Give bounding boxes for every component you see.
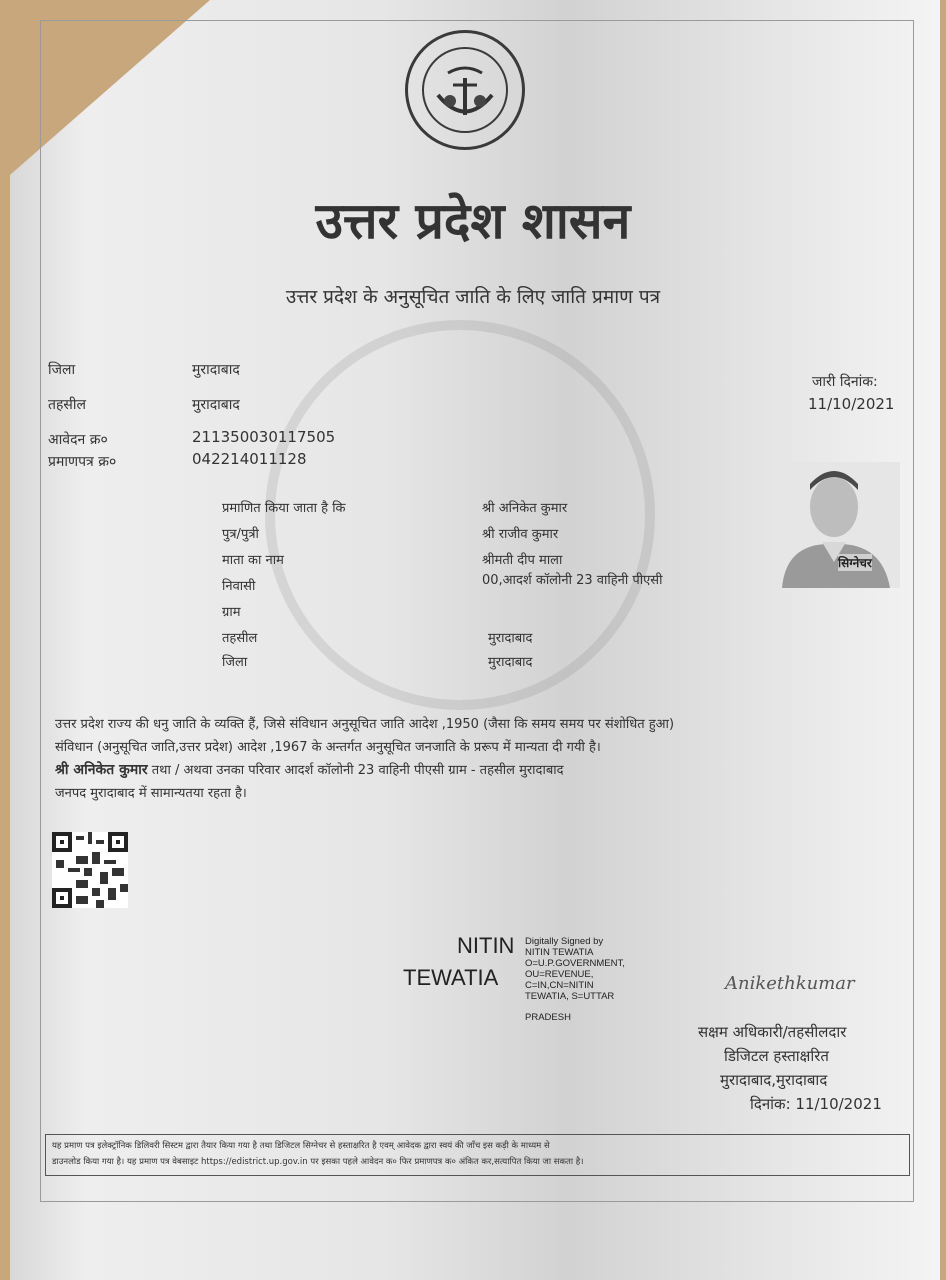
- district-value: मुरादाबाद: [192, 362, 240, 378]
- body-line-1: उत्तर प्रदेश राज्य की धनु जाति के व्यक्ति हैं, जिसे संविधान अनुसूचित जाति आदेश ,1950 (जैसा कि समय समय पर संशोधित हुआ): [55, 717, 675, 732]
- photo-signature-caption: सिग्नेचर: [838, 556, 872, 570]
- footer-line-2: डाउनलोड किया गया है। यह प्रमाण पत्र वेबसाइट https://edistrict.up.gov.in पर इसका पहले आवेदन क० फिर प्रमाणपत्र क० अंकित कर,सत्यापित किया जा सकता है।: [52, 1157, 584, 1167]
- tehsil-label: तहसील: [48, 397, 86, 413]
- certificate-no-label: प्रमाणपत्र क्र०: [48, 454, 117, 470]
- authority-location: मुरादाबाद,मुरादाबाद: [720, 1071, 828, 1089]
- applicant-photo: [772, 462, 900, 588]
- certified-label: प्रमाणित किया जाता है कि: [222, 501, 346, 516]
- mother-name: श्रीमती दीप माला: [482, 553, 563, 568]
- district2-label: जिला: [222, 655, 248, 670]
- qr-code: [52, 832, 128, 908]
- body-line-2: संविधान (अनुसूचित जाति,उत्तर प्रदेश) आदेश ,1967 के अन्तर्गत अनुसूचित जनजाति के प्ररूप में मान्यता दी गयी है।: [55, 740, 601, 755]
- resident-label: निवासी: [222, 579, 256, 594]
- sig-detail-1: Digitally Signed by: [525, 936, 604, 947]
- sig-detail-5: C=IN,CN=NITIN: [525, 980, 594, 991]
- village-label: ग्राम: [222, 605, 241, 620]
- document-subtitle: उत्तर प्रदेश के अनुसूचित जाति के लिए जाति प्रमाण पत्र: [285, 286, 661, 308]
- district-label: जिला: [48, 362, 76, 378]
- mother-label: माता का नाम: [222, 553, 284, 568]
- digital-signer-first-name: NITIN: [457, 933, 515, 958]
- holder-name: श्री अनिकेत कुमार: [482, 501, 568, 516]
- sig-detail-3: O=U.P.GOVERNMENT,: [525, 958, 625, 969]
- issue-date-label: जारी दिनांक:: [812, 374, 878, 390]
- handwritten-signature: Anikethkumar: [725, 973, 855, 994]
- sig-detail-7: PRADESH: [525, 1012, 571, 1023]
- tehsil-value: मुरादाबाद: [192, 397, 240, 413]
- footer-disclaimer: [45, 1134, 910, 1176]
- sig-detail-4: OU=REVENUE,: [525, 969, 594, 980]
- digital-signature-details: [525, 936, 655, 1023]
- digitally-signed-label: डिजिटल हस्ताक्षरित: [724, 1047, 829, 1065]
- body-line-4: जनपद मुरादाबाद में सामान्यतया रहता है।: [55, 786, 247, 801]
- application-no-label: आवेदन क्र०: [48, 432, 108, 448]
- body-line-3: [55, 759, 910, 782]
- parent-label: पुत्र/पुत्री: [222, 527, 259, 542]
- certificate-no-value: 042214011128: [192, 450, 307, 468]
- sig-detail-2: NITIN TEWATIA: [525, 947, 594, 958]
- document-title: उत्तर प्रदेश शासन: [315, 191, 631, 250]
- authority-title: सक्षम अधिकारी/तहसीलदार: [698, 1023, 847, 1041]
- application-no-value: 211350030117505: [192, 428, 336, 446]
- father-name: श्री राजीव कुमार: [482, 527, 559, 542]
- tehsil2-value: मुरादाबाद: [488, 631, 533, 646]
- signature-date: दिनांक: 11/10/2021: [750, 1095, 882, 1113]
- digital-signer-last-name: TEWATIA: [403, 965, 499, 990]
- body-line-3-rest: तथा / अथवा उनका परिवार आदर्श कॉलोनी 23 वाहिनी पीएसी ग्राम - तहसील मुरादाबाद: [147, 763, 564, 778]
- tehsil2-label: तहसील: [222, 631, 258, 646]
- footer-line-1: यह प्रमाण पत्र इलेक्ट्रॉनिक डिलिवरी सिस्टम द्वारा तैयार किया गया है तथा डिजिटल सिग्नेचर से हस्ताक्षरित है एवम् आवेदक द्वारा स्वयं की जाँच इस कड़ी के माध्यम से: [52, 1141, 550, 1151]
- sig-detail-6: TEWATIA, S=UTTAR: [525, 991, 615, 1002]
- district2-value: मुरादाबाद: [488, 655, 533, 670]
- issue-date-value: 11/10/2021: [808, 395, 895, 413]
- resident-address: 00,आदर्श कॉलोनी 23 वाहिनी पीएसी: [482, 573, 663, 588]
- body-holder-name: श्री अनिकेत कुमार: [55, 762, 148, 778]
- state-emblem-seal: [405, 30, 525, 150]
